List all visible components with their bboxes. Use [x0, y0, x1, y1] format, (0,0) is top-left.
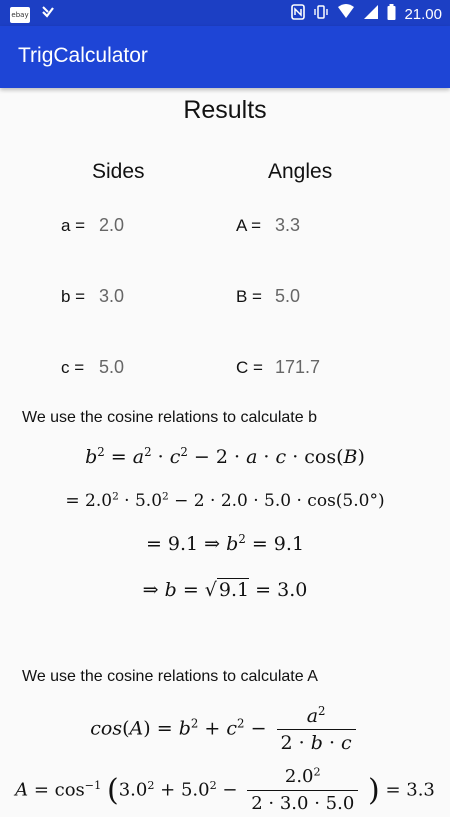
angle-c-value: 171.7 — [275, 357, 321, 377]
angle-c-label: C = — [236, 358, 263, 377]
angle-a-value: 3.3 — [275, 215, 301, 235]
side-a-label: a = — [61, 216, 86, 235]
download-notification-icon — [40, 4, 56, 25]
side-b-value: 3.0 — [99, 286, 125, 306]
clock: 21.00 — [404, 5, 442, 23]
vibrate-icon — [313, 4, 329, 24]
nfc-icon — [291, 4, 305, 24]
a-explanation-text: We use the cosine relations to calculate A — [22, 668, 318, 685]
angle-b-value: 5.0 — [275, 286, 301, 306]
signal-icon — [363, 4, 379, 24]
angle-a-label: A = — [236, 216, 262, 235]
formula-b-substitution: = $2.0^2 \cdot 5.0^2 - 2 \cdot 2.0 \cdot 5.0 \cdot \cos(5.0^\circ)$ — [65, 490, 385, 511]
battery-icon — [387, 4, 396, 24]
wifi-icon — [337, 4, 355, 24]
sides-header: Sides — [92, 160, 145, 183]
formula-a-result: $A = \cos^{-1} (3.0^2 + 5.0^2$ − $\frac{2.0^2}{2 \cdot 3.0 \cdot 5.0}$ ) = 3.3 — [15, 765, 435, 814]
formula-b-squared: $b^2 = a^2 \cdot c^2 - 2 \cdot a \cdot c \cdot \cos(B)$ — [85, 444, 365, 468]
app-title: TrigCalculator — [18, 44, 148, 67]
formula-cos-a: $\cos(A) = b^2 + c^2$ − $\frac{a^2}{2 \cdot b \cdot c}$ — [0, 703, 450, 756]
status-bar — [0, 0, 450, 26]
b-explanation-text: We use the cosine relations to calculate b — [22, 409, 317, 426]
angle-b-label: B = — [236, 287, 262, 306]
side-a-value: 2.0 — [99, 215, 125, 235]
formula-b-squared-result: = 9.1 ⇒ $b^2 = 9.1$ — [145, 531, 305, 555]
side-c-value: 5.0 — [99, 357, 125, 377]
formula-b-result: ⇒ b = √ 9.1 = 3.0 — [142, 579, 308, 601]
side-c-label: c = — [61, 358, 85, 377]
angles-header: Angles — [268, 160, 333, 183]
ebay-notification-icon: ebay — [10, 7, 30, 23]
side-b-label: b = — [61, 287, 86, 306]
app-bar — [0, 26, 450, 88]
results-heading: Results — [183, 96, 267, 124]
